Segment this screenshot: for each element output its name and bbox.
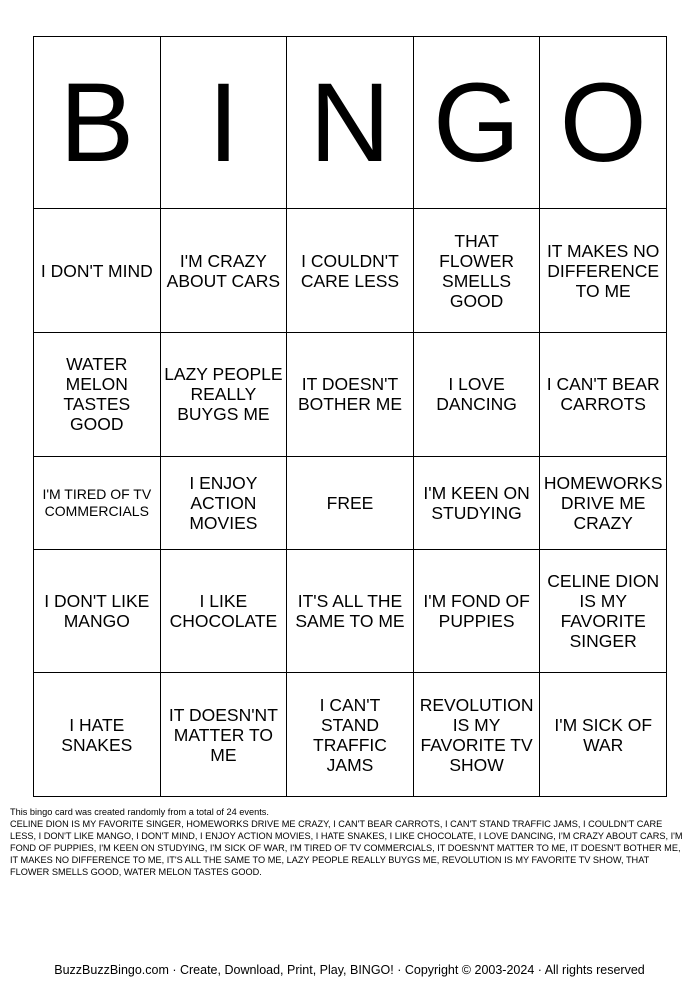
- card-cell: I CAN'T BEAR CARROTS: [540, 333, 667, 457]
- footer-copyright: BuzzBuzzBingo.com · Create, Download, Print, Play, BINGO! · Copyright © 2003-2024 · All rights reserved: [54, 963, 645, 977]
- card-cell: I'M CRAZY ABOUT CARS: [160, 209, 287, 333]
- card-cell: I'M FOND OF PUPPIES: [413, 549, 540, 673]
- card-cell: IT MAKES NO DIFFERENCE TO ME: [540, 209, 667, 333]
- header-letter-n: N: [287, 37, 414, 209]
- card-cell: I ENJOY ACTION MOVIES: [160, 456, 287, 549]
- card-row: [34, 456, 667, 549]
- header-letter-i: I: [160, 37, 287, 209]
- header-letter-b: B: [34, 37, 161, 209]
- card-row: [34, 673, 667, 797]
- card-cell: I DON'T MIND: [34, 209, 161, 333]
- card-cell: CELINE DION IS MY FAVORITE SINGER: [540, 549, 667, 673]
- card-row: [34, 209, 667, 333]
- bingo-card: [33, 36, 667, 797]
- header-letter-o: O: [540, 37, 667, 209]
- header-row: [34, 37, 667, 209]
- card-cell: IT DOESN'NT MATTER TO ME: [160, 673, 287, 797]
- card-cell: HOMEWORKS DRIVE ME CRAZY: [540, 456, 667, 549]
- card-cell: I LIKE CHOCOLATE: [160, 549, 287, 673]
- generation-note: [10, 806, 690, 878]
- note-events-list: CELINE DION IS MY FAVORITE SINGER, HOMEWORKS DRIVE ME CRAZY, I CAN'T BEAR CARROTS, I CAN'T STAND TRAFFIC JAMS, I COULDN'T CARE LESS, I DON'T LIKE MANGO, I DON'T MIND, I ENJOY ACTION MOVIES, I HATE SNAKES, I LIKE CHOCOLATE, I LOVE DANCING, I'M CRAZY ABOUT CARS, I'M FOND OF PUPPIES, I'M KEEN ON STUDYING, I'M SICK OF WAR, I'M TIRED OF TV COMMERCIALS, IT DOESN'NT MATTER TO ME, IT DOESN'T BOTHER ME, IT MAKES NO DIFFERENCE TO ME, IT'S ALL THE SAME TO ME, LAZY PEOPLE REALLY BUYGS ME, REVOLUTION IS MY FAVORITE TV SHOW, THAT FLOWER SMELLS GOOD, WATER MELON TASTES GOOD.: [10, 819, 683, 877]
- card-cell: I DON'T LIKE MANGO: [34, 549, 161, 673]
- card-cell: IT'S ALL THE SAME TO ME: [287, 549, 414, 673]
- card-cell: THAT FLOWER SMELLS GOOD: [413, 209, 540, 333]
- card-row: [34, 549, 667, 673]
- card-cell: IT DOESN'T BOTHER ME: [287, 333, 414, 457]
- card-cell: I HATE SNAKES: [34, 673, 161, 797]
- card-cell: I'M TIRED OF TV COMMERCIALS: [34, 456, 161, 549]
- card-cell: I CAN'T STAND TRAFFIC JAMS: [287, 673, 414, 797]
- header-letter-g: G: [413, 37, 540, 209]
- card-row: [34, 333, 667, 457]
- card-cell: I COULDN'T CARE LESS: [287, 209, 414, 333]
- card-cell: I'M SICK OF WAR: [540, 673, 667, 797]
- card-cell: I LOVE DANCING: [413, 333, 540, 457]
- card-cell: WATER MELON TASTES GOOD: [34, 333, 161, 457]
- card-cell: I'M KEEN ON STUDYING: [413, 456, 540, 549]
- free-cell: FREE: [287, 456, 414, 549]
- card-cell: LAZY PEOPLE REALLY BUYGS ME: [160, 333, 287, 457]
- card-cell: REVOLUTION IS MY FAVORITE TV SHOW: [413, 673, 540, 797]
- note-intro: This bingo card was created randomly from a total of 24 events.: [10, 807, 269, 817]
